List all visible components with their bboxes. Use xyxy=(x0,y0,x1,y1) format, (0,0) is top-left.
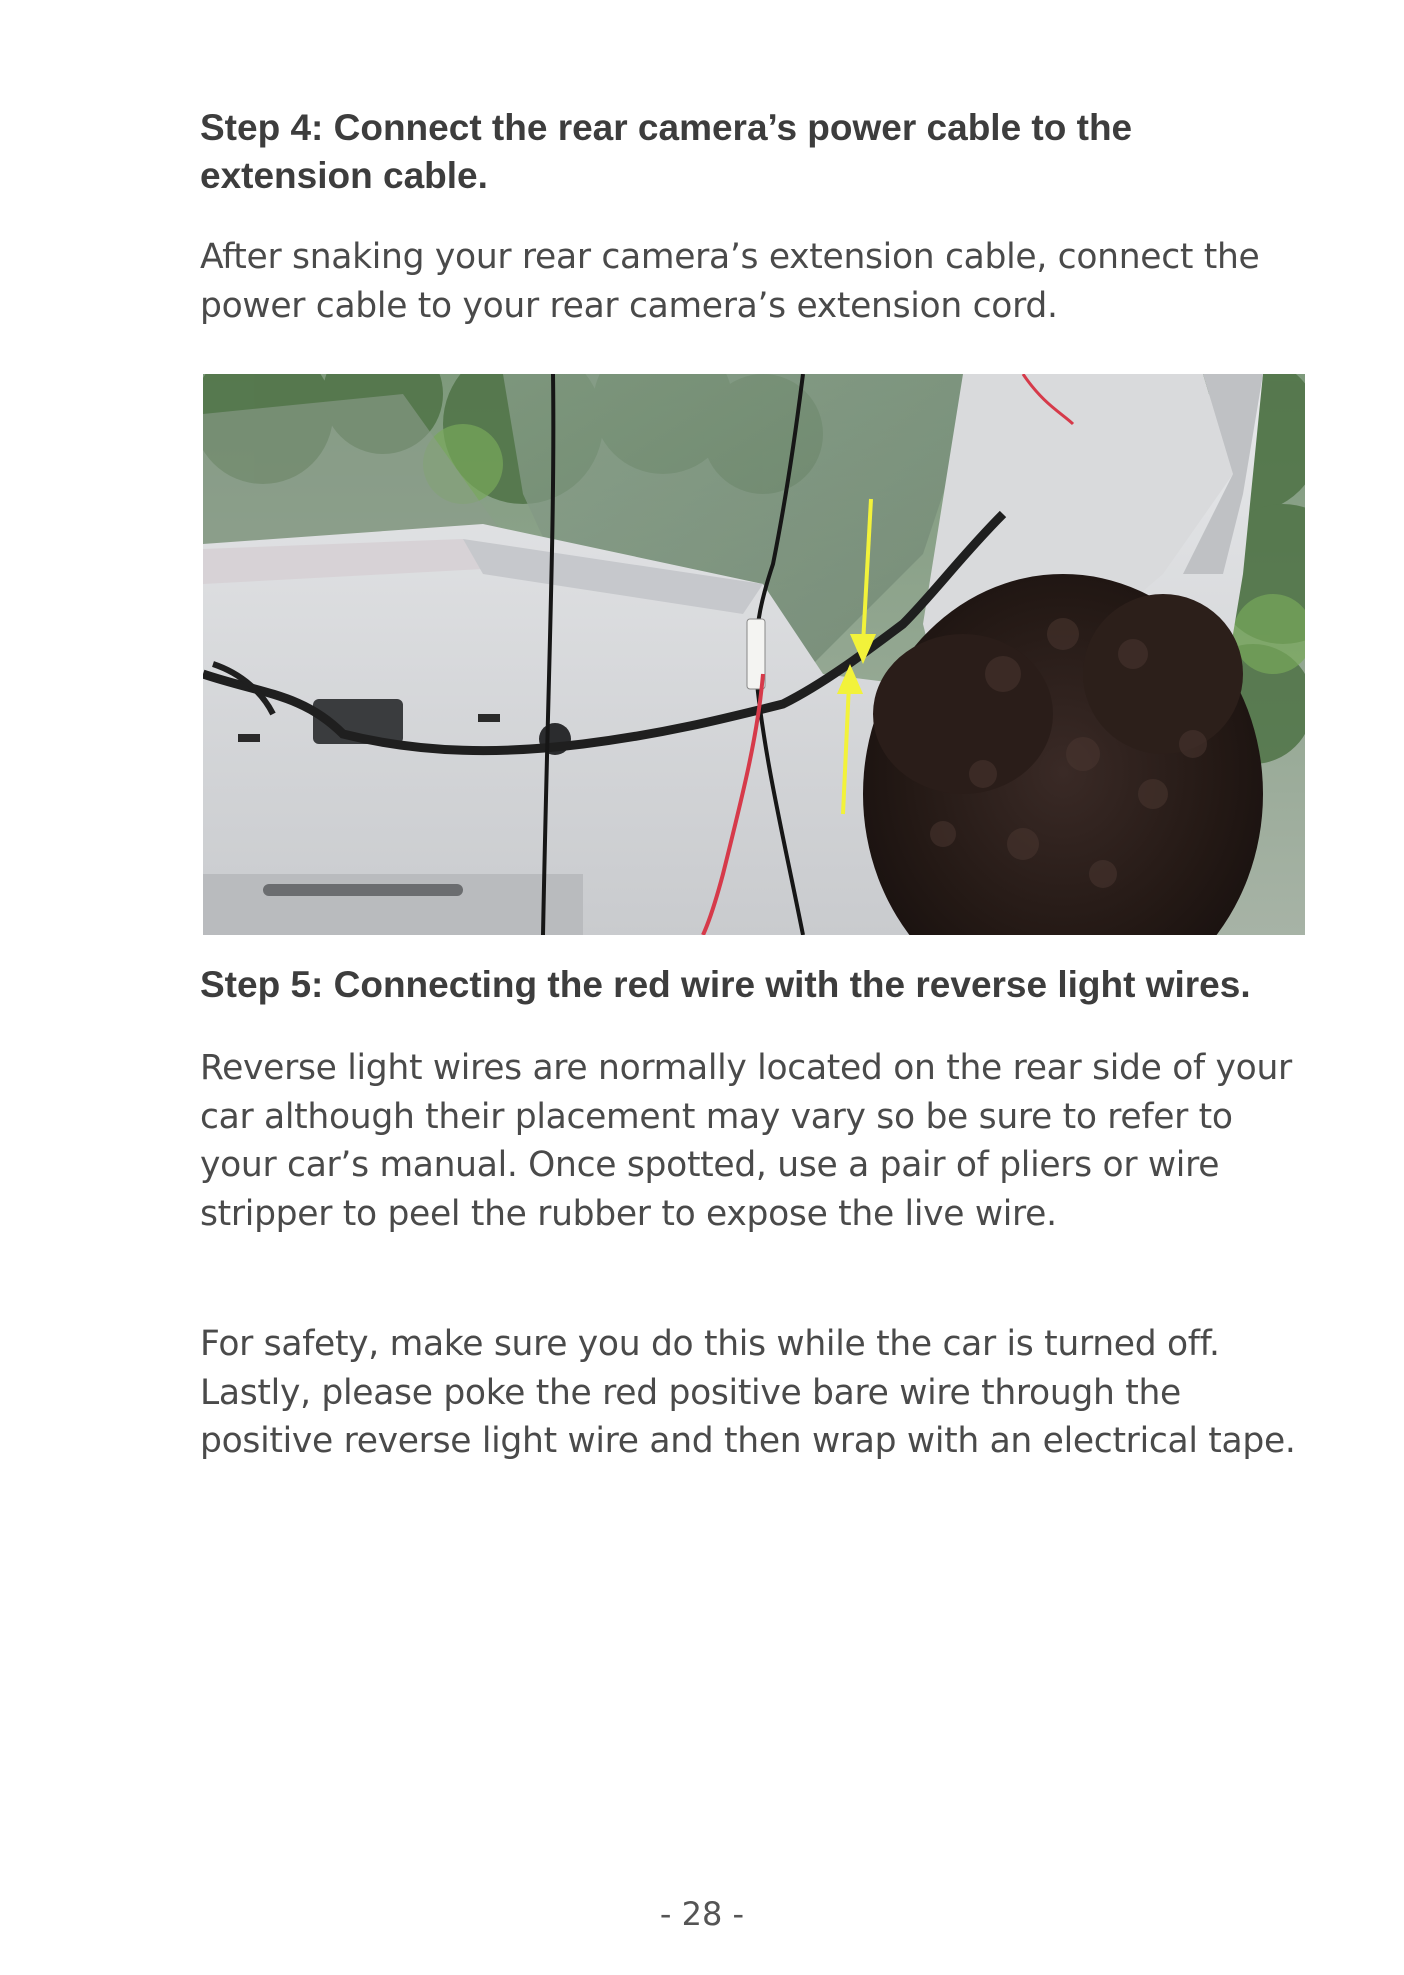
step4-paragraph: After snaking your rear camera’s extension cable, connect the power cable to your rear camera’s extension cord. xyxy=(200,237,1260,326)
step5-paragraph-1: Reverse light wires are normally located on the rear side of your car although their placement may vary so be sure to refer to your car’s manual. Once spotted, use a pair of pliers or wire stripper to peel the rubber to expose the live wire. xyxy=(200,1048,1292,1234)
step5-heading: Step 5: Connecting the red wire with the reverse light wires. xyxy=(200,964,1251,1005)
step5-paragraph-2: For safety, make sure you do this while the car is turned off. Lastly, please poke the red positive bare wire through the positive reverse light wire and then wrap with an electrical tape. xyxy=(200,1324,1296,1461)
page-number: - 28 - xyxy=(659,1895,745,1933)
rear-camera-cable-photo xyxy=(203,374,1305,935)
step4-heading: Step 4: Connect the rear camera’s power cable to the extension cable. xyxy=(200,107,1133,196)
